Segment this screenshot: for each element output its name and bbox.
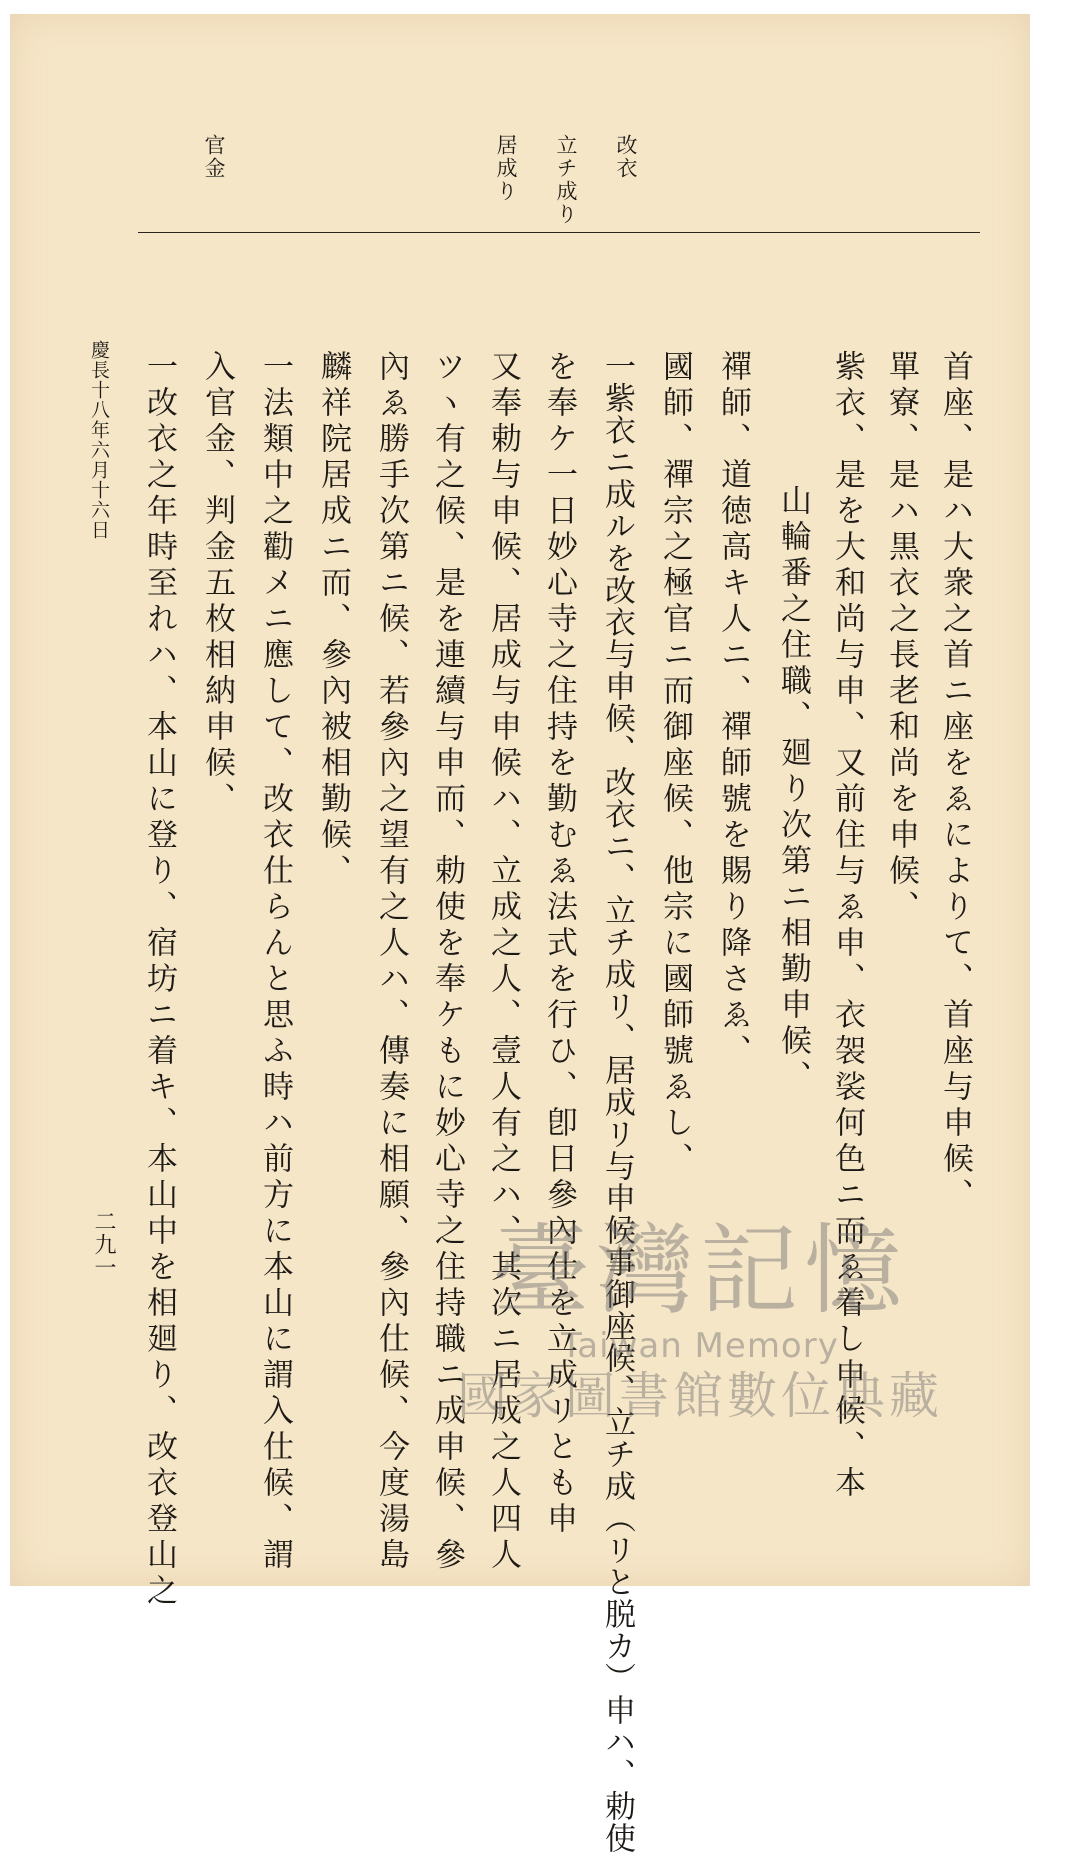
body-column-14: 入官金、判金五枚相納申候、 bbox=[199, 350, 235, 818]
watermark-title: 臺灣記憶 bbox=[491, 1214, 908, 1328]
body-column-10: ツヽ有之候、是を連續与申而、勅使を奉ケもに妙心寺之住持職ニ成申候、參 bbox=[429, 350, 465, 1574]
body-column-13: 一法類中之勸メニ應して、改衣仕らんと思ふ時ハ前方に本山に謂入仕候、謂 bbox=[257, 350, 293, 1574]
body-column-5: 禪師、道徳高キ人ニ、禪師號を賜り降さゑ、 bbox=[715, 350, 751, 1070]
watermark-library: 國家圖書館數位典藏 bbox=[457, 1367, 943, 1425]
body-column-7: 一紫衣ニ成ルを改衣与申候、改衣ニ、立チ成リ、居成リ与申候事御座候、立チ成（リと脱カ）申ハ、勅使 bbox=[599, 350, 635, 1854]
page-number: 二九一 bbox=[91, 1210, 116, 1279]
body-column-6: 國師、禪宗之極官ニ而御座候、他宗に國師號ゑし、 bbox=[657, 350, 693, 1178]
watermark-subtitle: Taiwan Memory bbox=[561, 1326, 839, 1366]
body-column-9: 又奉勅与申候、居成与申候ハ、立成之人、壹人有之ハ、其次ニ居成之人四人 bbox=[485, 350, 521, 1574]
header-rule bbox=[138, 232, 980, 233]
body-column-12: 麟祥院居成ニ而、參內被相勤候、 bbox=[315, 350, 351, 890]
body-column-8: を奉ケ一日妙心寺之住持を勤むゑ法式を行ひ、卽日參內仕を立成リとも申 bbox=[541, 350, 577, 1538]
footer-date: 慶長十八年六月十六日 bbox=[88, 340, 110, 540]
document-page bbox=[10, 14, 1030, 1854]
body-column-3: 紫衣、是を大和尚与申、又前住与ゑ申、衣袈裟何色ニ而ゑ着し申候、本 bbox=[829, 350, 865, 1502]
watermark bbox=[440, 1216, 960, 1516]
body-column-2: 單寮、是ハ黒衣之長老和尚を申候、 bbox=[883, 350, 919, 926]
margin-note-inari: 居成り bbox=[494, 134, 518, 203]
margin-note-tachinari: 立チ成り bbox=[554, 134, 578, 226]
body-column-1: 首座、是ハ大衆之首ニ座をゑによりて、首座与申候、 bbox=[937, 350, 973, 1214]
margin-note-kaii: 改衣 bbox=[614, 134, 638, 180]
body-column-4: 山輪番之住職、廻り次第ニ相勤申候、 bbox=[775, 484, 811, 1096]
body-column-11: 內ゑ勝手次第ニ候、若參內之望有之人ハ、傳奏に相願、參內仕候、今度湯島 bbox=[373, 350, 409, 1574]
body-column-15: 一改衣之年時至れハ、本山に登り、宿坊ニ着キ、本山中を相廻り、改衣登山之 bbox=[141, 350, 177, 1610]
margin-note-kankin: 官金 bbox=[202, 134, 226, 180]
